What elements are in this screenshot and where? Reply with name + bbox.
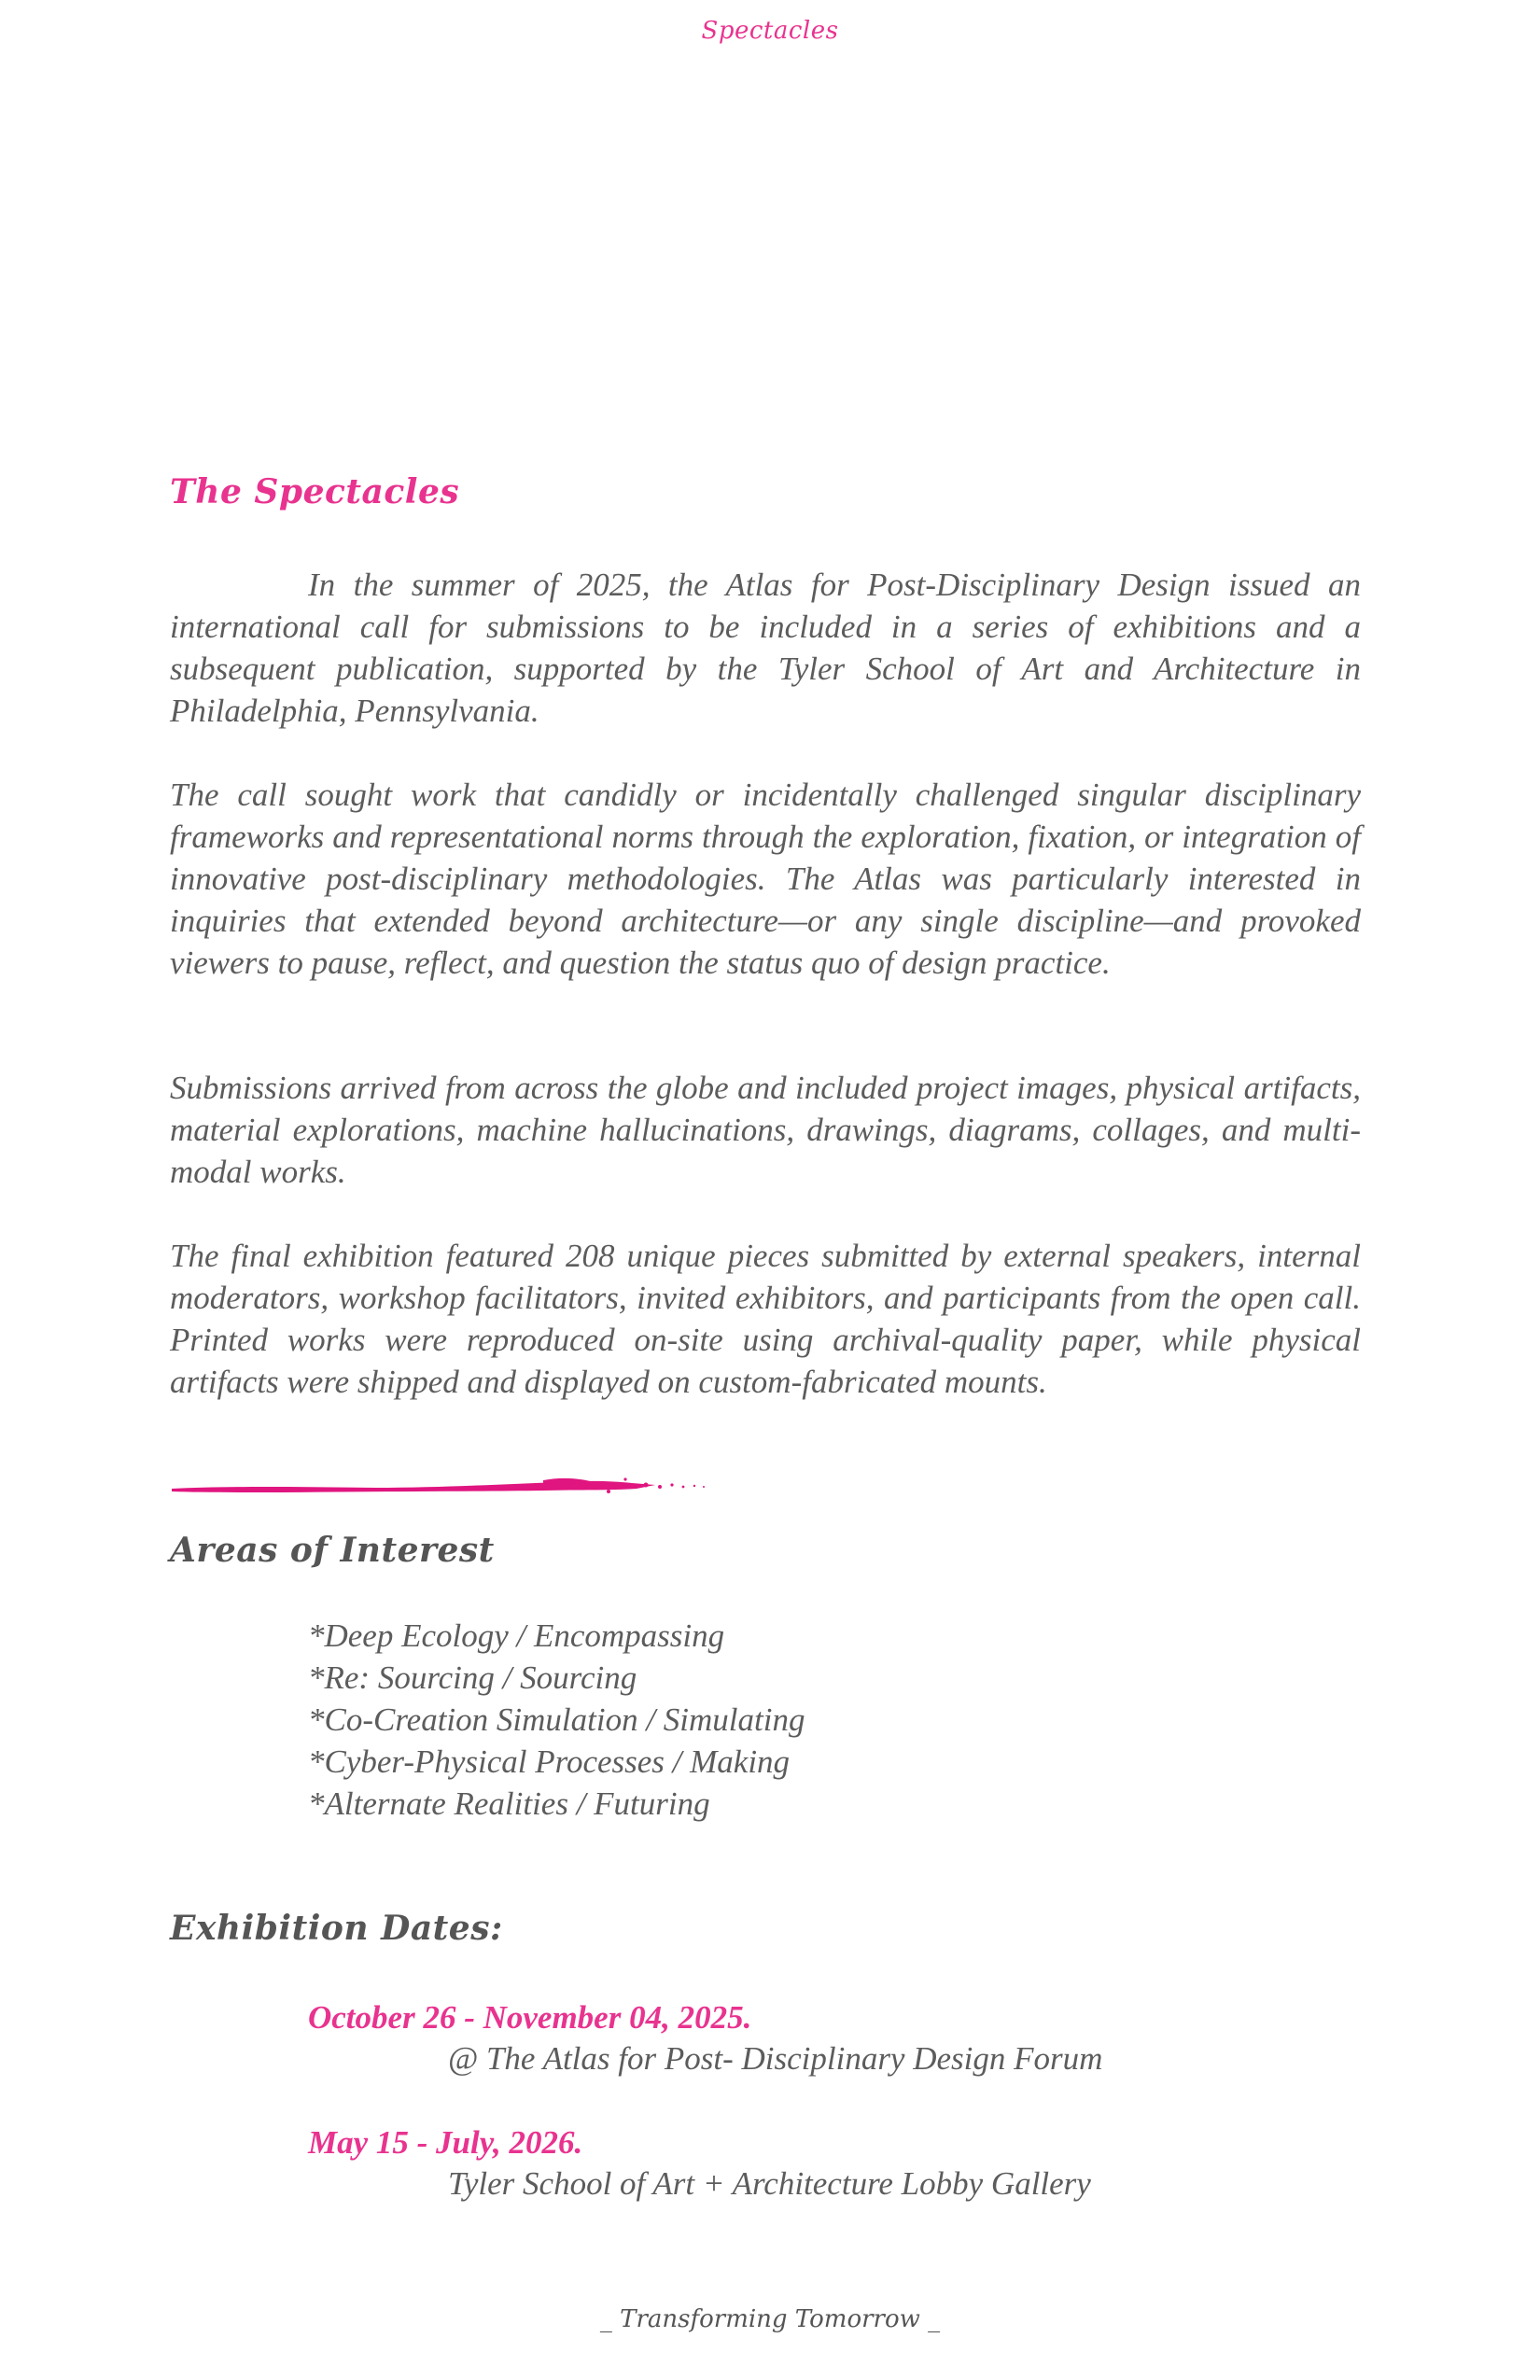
- intro-paragraph-2: The call sought work that candidly or incidentally challenged singular disciplinary frameworks and representational norms through the exploration, fixation, or integration of innovative post-disciplinary methodologies. The Atlas was particularly interested in inquiries that extended beyond architecture—or any single discipline—and provoked viewers to pause, reflect, and question the status quo of design practice.: [170, 777, 1361, 981]
- interest-list: [308, 1615, 805, 1825]
- exhibition-dates-1: October 26 - November 04, 2025.: [308, 1999, 752, 2036]
- exhibition-venue-1: @ The Atlas for Post- Disciplinary Design Forum: [448, 2040, 1103, 2077]
- running-header: Spectacles: [701, 17, 839, 45]
- section-title-areas: Areas of Interest: [170, 1531, 495, 1570]
- brush-stroke-divider: [170, 1471, 711, 1501]
- interest-item: *Re: Sourcing / Sourcing: [308, 1659, 637, 1696]
- intro-paragraph-4: The final exhibition featured 208 unique pieces submitted by external speakers, internal moderators, workshop facilitators, invited exhibitors, and participants from the open call. Printed works were reproduced on-site using archival-quality paper, while physical artifacts were shipped and displayed on custom-fabricated mounts.: [170, 1238, 1361, 1400]
- exhibition-dates-2: May 15 - July, 2026.: [308, 2124, 583, 2161]
- intro-paragraph-3: Submissions arrived from across the globe and included project images, physical artifacts, material explorations, machine hallucinations, drawings, diagrams, collages, and multi-modal works.: [170, 1070, 1361, 1190]
- interest-item: *Deep Ecology / Encompassing: [308, 1617, 725, 1654]
- intro-paragraph-1: In the summer of 2025, the Atlas for Post-Disciplinary Design issued an international call for submissions to be included in a series of exhibitions and a subsequent publication, supported by the Tyler School of Art and Architecture in Philadelphia, Pennsylvania.: [170, 567, 1361, 729]
- interest-item: *Cyber-Physical Processes / Making: [308, 1743, 791, 1780]
- interest-item: *Co-Creation Simulation / Simulating: [308, 1701, 805, 1738]
- section-title-exhibition-dates: Exhibition Dates:: [170, 1909, 503, 1948]
- exhibition-venue-2: Tyler School of Art + Architecture Lobby Gallery: [448, 2165, 1091, 2202]
- interest-item: *Alternate Realities / Futuring: [308, 1785, 710, 1822]
- section-title-spectacles: The Spectacles: [170, 472, 460, 511]
- footer-tagline: _ Transforming Tomorrow _: [599, 2305, 941, 2333]
